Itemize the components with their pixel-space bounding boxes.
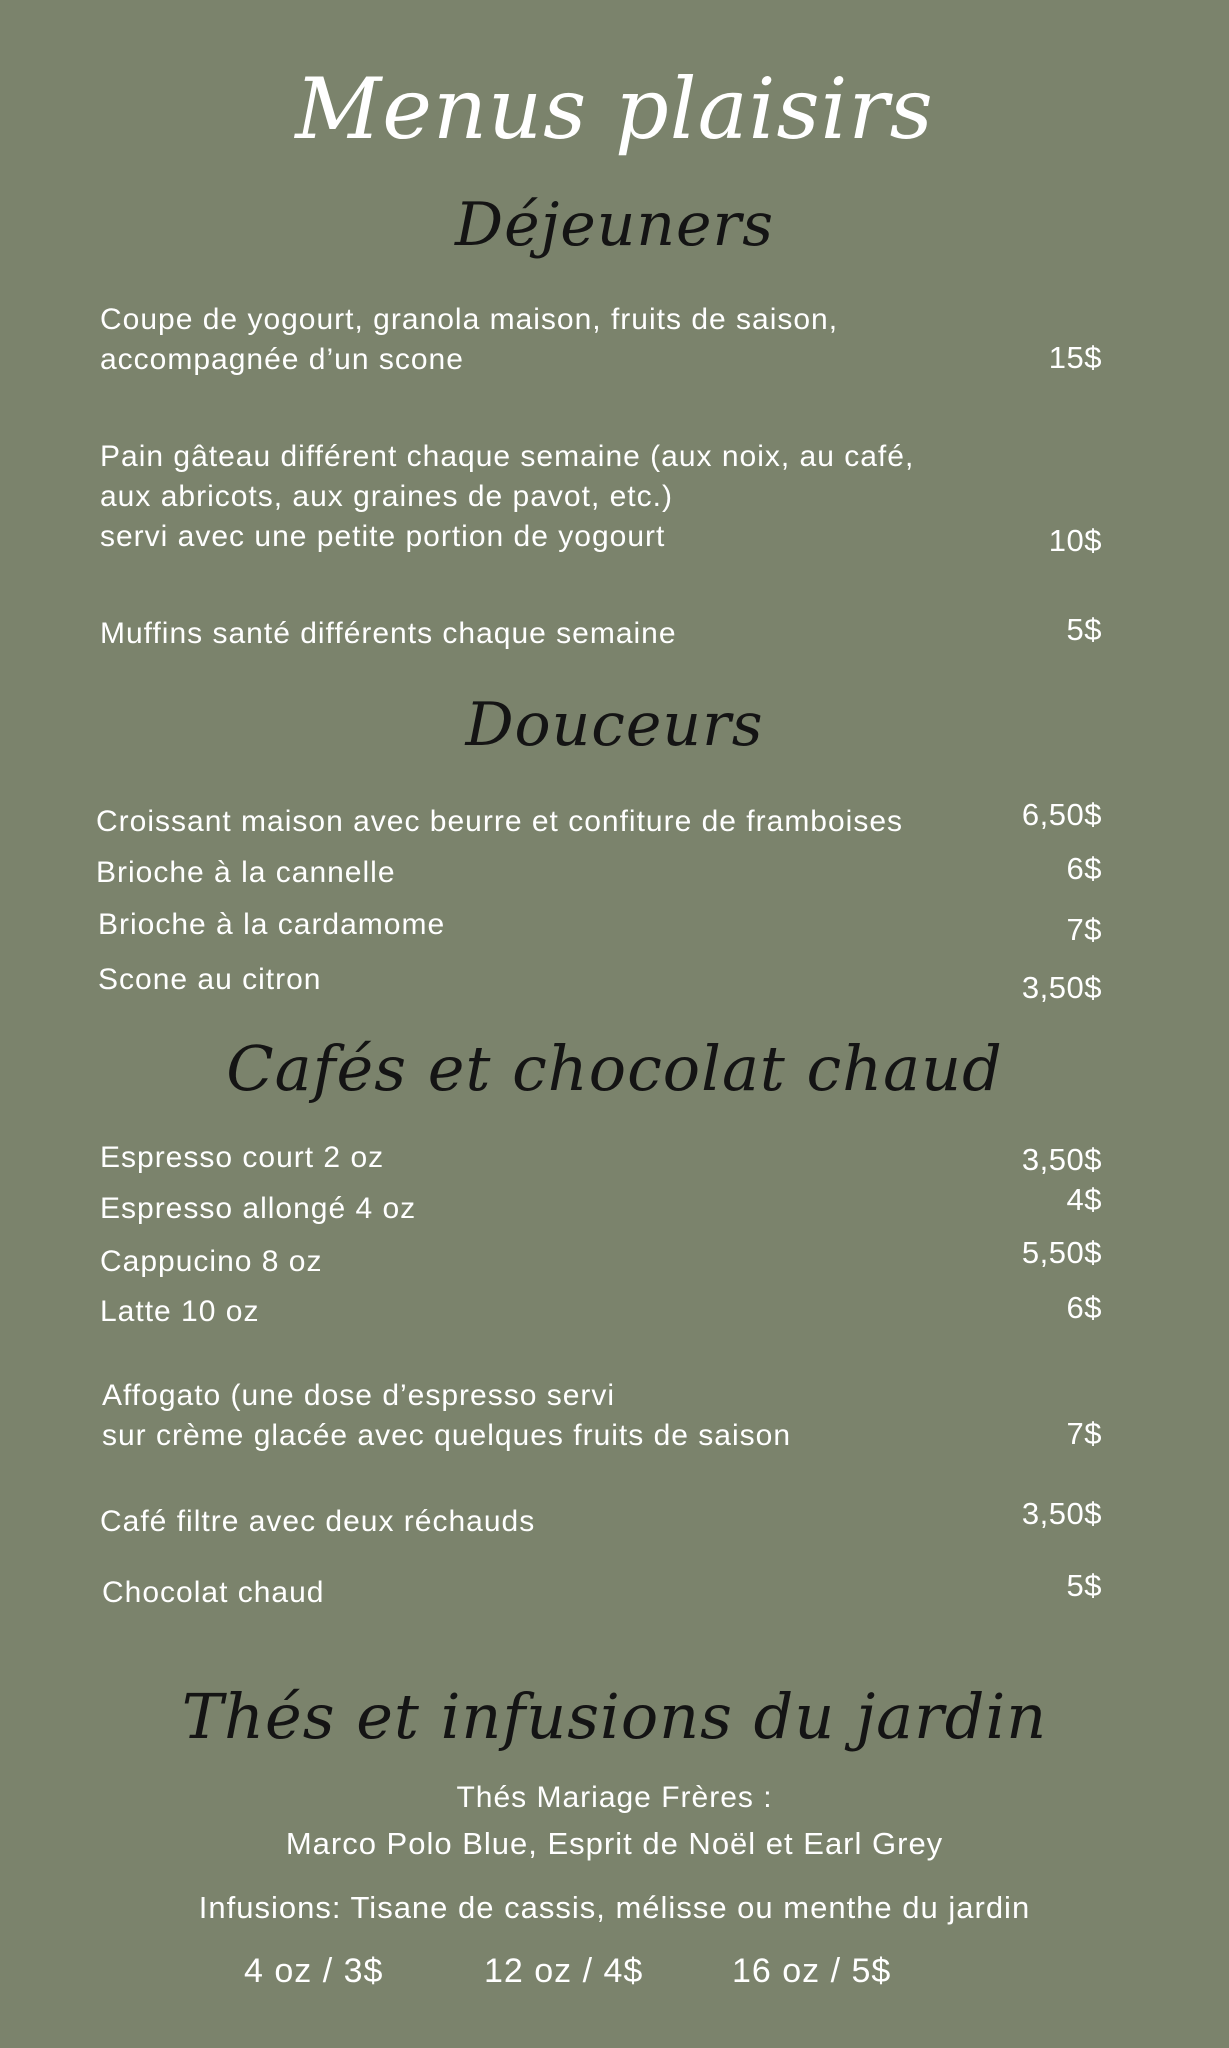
section-title-thes: Thés et infusions du jardin (181, 1680, 1048, 1753)
price-scone-citron: 3,50$ (1021, 970, 1102, 1005)
menu-item-chocolat-chaud: Chocolat chaud (102, 1576, 325, 1609)
menu-item-affogato (102, 1376, 791, 1456)
price-muffins: 5$ (1066, 612, 1102, 647)
price-pain-gateau: 10$ (1048, 523, 1102, 558)
thes-mariage-freres: Thés Mariage Frères : (456, 1781, 773, 1814)
price-brioche-cannelle: 6$ (1066, 851, 1102, 886)
menu-item-scone-citron: Scone au citron (98, 963, 322, 996)
item-line: sur crème glacée avec quelques fruits de saison (102, 1419, 792, 1452)
section-title-cafes: Cafés et chocolat chaud (226, 1032, 1003, 1105)
item-line: Pain gâteau différent chaque semaine (aux noix, au café, (100, 440, 915, 473)
menu-item-muffins: Muffins santé différents chaque semaine (100, 617, 677, 650)
size-price-12oz: 12 oz / 4$ (484, 1952, 644, 1990)
menu-item-pain-gateau (100, 437, 914, 557)
price-cafe-filtre: 3,50$ (1021, 1496, 1102, 1531)
item-line: servi avec une petite portion de yogourt (100, 520, 666, 553)
price-affogato: 7$ (1066, 1416, 1102, 1451)
thes-varieties: Marco Polo Blue, Esprit de Noël et Earl Grey (285, 1826, 944, 1861)
item-line: aux abricots, aux graines de pavot, etc.) (100, 480, 673, 513)
size-price-16oz: 16 oz / 5$ (732, 1952, 892, 1990)
price-espresso-allonge: 4$ (1066, 1182, 1102, 1217)
menu-item-espresso-court: Espresso court 2 oz (100, 1141, 385, 1174)
menu-item-brioche-cardamome: Brioche à la cardamome (98, 908, 446, 941)
price-brioche-cardamome: 7$ (1066, 912, 1102, 947)
item-line: accompagnée d’un scone (100, 343, 464, 376)
price-croissant: 6,50$ (1021, 797, 1102, 832)
size-price-4oz: 4 oz / 3$ (244, 1952, 384, 1990)
menu-item-brioche-cannelle: Brioche à la cannelle (96, 856, 396, 889)
item-line: Affogato (une dose d’espresso servi (102, 1379, 616, 1412)
price-yogourt: 15$ (1048, 340, 1102, 375)
price-cappucino: 5,50$ (1021, 1235, 1102, 1270)
menu-item-croissant: Croissant maison avec beurre et confiture de framboises (96, 805, 904, 838)
menu-item-yogourt (100, 300, 838, 380)
section-title-dejeuners: Déjeuners (455, 190, 774, 260)
item-line: Coupe de yogourt, granola maison, fruits de saison, (100, 303, 839, 336)
menu-item-cafe-filtre: Café filtre avec deux réchauds (100, 1505, 536, 1538)
menu-item-espresso-allonge: Espresso allongé 4 oz (100, 1192, 417, 1225)
infusions-line: Infusions: Tisane de cassis, mélisse ou menthe du jardin (198, 1890, 1031, 1925)
menu-item-cappucino: Cappucino 8 oz (100, 1245, 323, 1278)
price-chocolat-chaud: 5$ (1066, 1568, 1102, 1603)
menu-item-latte: Latte 10 oz (100, 1295, 260, 1328)
section-title-douceurs: Douceurs (465, 690, 764, 760)
price-espresso-court: 3,50$ (1021, 1142, 1102, 1177)
menu-title: Menus plaisirs (295, 60, 934, 158)
price-latte: 6$ (1066, 1290, 1102, 1325)
